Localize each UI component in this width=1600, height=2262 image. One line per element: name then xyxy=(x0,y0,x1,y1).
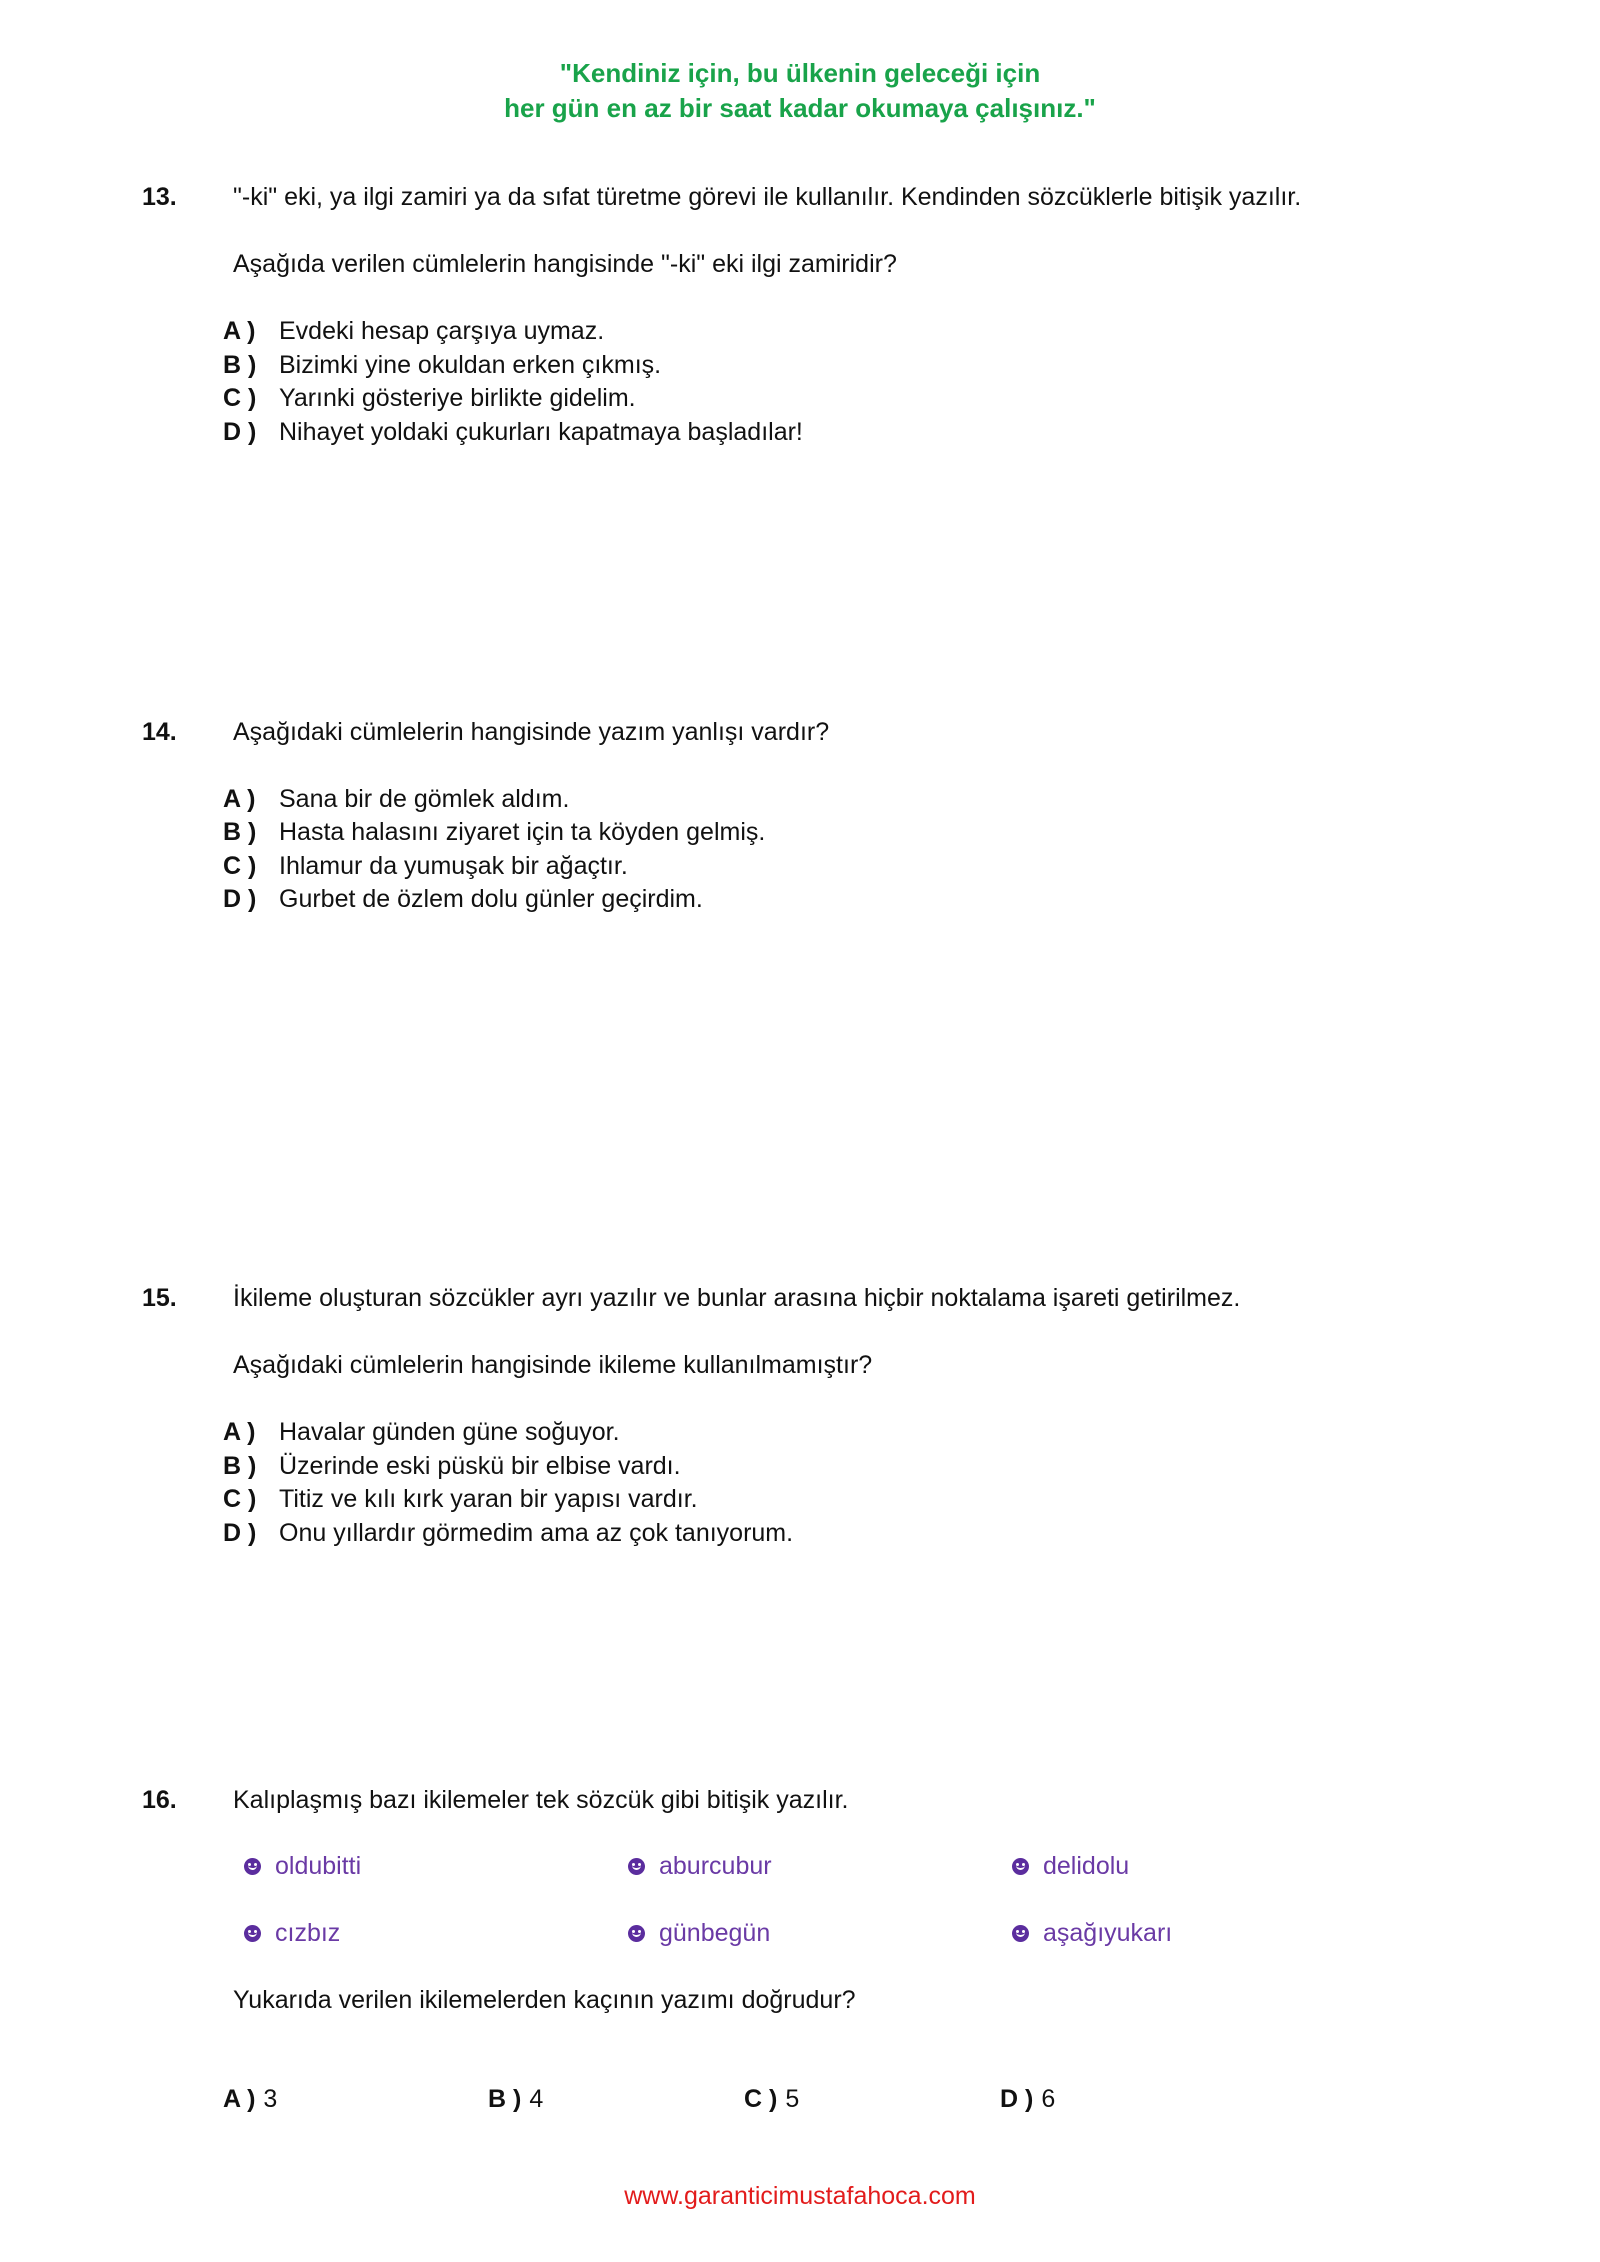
option-letter: D ) xyxy=(223,1519,257,1547)
option-d[interactable] xyxy=(223,885,703,914)
word-item xyxy=(628,1919,770,1948)
option-letter: C ) xyxy=(223,384,257,412)
word-text: oldubitti xyxy=(275,1852,362,1880)
option-text: Evdeki hesap çarşıya uymaz. xyxy=(279,317,605,345)
smiley-icon xyxy=(1012,1925,1029,1942)
option-letter: D ) xyxy=(1000,2085,1034,2113)
option-text: Bizimki yine okuldan erken çıkmış. xyxy=(279,351,662,379)
word-text: delidolu xyxy=(1043,1852,1130,1880)
smiley-icon xyxy=(1012,1858,1029,1875)
word-text: cızbız xyxy=(275,1919,341,1947)
smiley-icon xyxy=(628,1925,645,1942)
option-d[interactable] xyxy=(223,418,803,447)
option-text: Nihayet yoldaki çukurları kapatmaya başladılar! xyxy=(279,418,803,446)
option-letter: A ) xyxy=(223,785,256,813)
option-c[interactable] xyxy=(223,384,636,413)
word-text: aburcubur xyxy=(659,1852,772,1880)
smiley-icon xyxy=(244,1925,261,1942)
word-item xyxy=(628,1852,772,1881)
question-number: 15. xyxy=(142,1284,177,1312)
option-text: Sana bir de gömlek aldım. xyxy=(279,785,570,813)
question-prompt: Yukarıda verilen ikilemelerden kaçının yazımı doğrudur? xyxy=(233,1986,856,2014)
option-letter: A ) xyxy=(223,2085,256,2113)
option-letter: B ) xyxy=(223,351,257,379)
question-intro: "-ki" eki, ya ilgi zamiri ya da sıfat türetme görevi ile kullanılır. Kendinden sözcüklerle bitişik yazılır. xyxy=(233,183,1302,211)
smiley-icon xyxy=(628,1858,645,1875)
option-a[interactable] xyxy=(223,2085,277,2114)
option-text: Titiz ve kılı kırk yaran bir yapısı vardır. xyxy=(279,1485,698,1513)
word-item xyxy=(1012,1852,1129,1881)
word-item xyxy=(1012,1919,1172,1948)
option-c[interactable] xyxy=(223,852,628,881)
option-text: Gurbet de özlem dolu günler geçirdim. xyxy=(279,885,703,913)
option-letter: C ) xyxy=(223,1485,257,1513)
option-letter: D ) xyxy=(223,418,257,446)
motto-line-2: her gün en az bir saat kadar okumaya çalışınız." xyxy=(504,93,1096,123)
option-letter: A ) xyxy=(223,1418,256,1446)
question-prompt: Aşağıdaki cümlelerin hangisinde ikileme kullanılmamıştır? xyxy=(233,1351,873,1379)
option-a[interactable] xyxy=(223,1418,620,1447)
option-b[interactable] xyxy=(488,2085,543,2114)
word-text: aşağıyukarı xyxy=(1043,1919,1173,1947)
option-b[interactable] xyxy=(223,1452,681,1481)
option-text: Havalar günden güne soğuyor. xyxy=(279,1418,620,1446)
option-text: Ihlamur da yumuşak bir ağaçtır. xyxy=(279,852,628,880)
question-prompt: Aşağıdaki cümlelerin hangisinde yazım yanlışı vardır? xyxy=(233,718,830,746)
option-a[interactable] xyxy=(223,785,569,814)
option-text: Üzerinde eski püskü bir elbise vardı. xyxy=(279,1452,681,1480)
option-b[interactable] xyxy=(223,818,765,847)
question-intro: Kalıplaşmış bazı ikilemeler tek sözcük gibi bitişik yazılır. xyxy=(233,1786,849,1814)
word-item xyxy=(244,1919,340,1948)
question-number: 13. xyxy=(142,183,177,211)
option-letter: C ) xyxy=(744,2085,778,2113)
question-intro: İkileme oluşturan sözcükler ayrı yazılır ve bunlar arasına hiçbir noktalama işareti getirilmez. xyxy=(233,1284,1241,1312)
option-text: 3 xyxy=(263,2085,278,2113)
option-text: 6 xyxy=(1041,2085,1056,2113)
option-text: 5 xyxy=(785,2085,800,2113)
option-letter: A ) xyxy=(223,317,256,345)
option-letter: B ) xyxy=(488,2085,522,2113)
smiley-icon xyxy=(244,1858,261,1875)
option-text: Hasta halasını ziyaret için ta köyden gelmiş. xyxy=(279,818,766,846)
option-letter: B ) xyxy=(223,1452,257,1480)
motto-line-1: "Kendiniz için, bu ülkenin geleceği için xyxy=(559,58,1041,88)
option-d[interactable] xyxy=(223,1519,793,1548)
option-letter: C ) xyxy=(223,852,257,880)
option-text: Yarınki gösteriye birlikte gidelim. xyxy=(279,384,636,412)
option-b[interactable] xyxy=(223,351,661,380)
question-prompt: Aşağıda verilen cümlelerin hangisinde "-ki" eki ilgi zamiridir? xyxy=(233,250,897,278)
option-letter: D ) xyxy=(223,885,257,913)
option-d[interactable] xyxy=(1000,2085,1055,2114)
word-item xyxy=(244,1852,361,1881)
option-text: 4 xyxy=(529,2085,544,2113)
motto-header xyxy=(0,56,1600,126)
option-c[interactable] xyxy=(744,2085,799,2114)
option-c[interactable] xyxy=(223,1485,698,1514)
option-a[interactable] xyxy=(223,317,604,346)
word-text: günbegün xyxy=(659,1919,771,1947)
website-link[interactable]: www.garanticimustafahoca.com xyxy=(624,2182,976,2210)
question-number: 16. xyxy=(142,1786,177,1814)
option-letter: B ) xyxy=(223,818,257,846)
option-text: Onu yıllardır görmedim ama az çok tanıyorum. xyxy=(279,1519,794,1547)
question-number: 14. xyxy=(142,718,177,746)
